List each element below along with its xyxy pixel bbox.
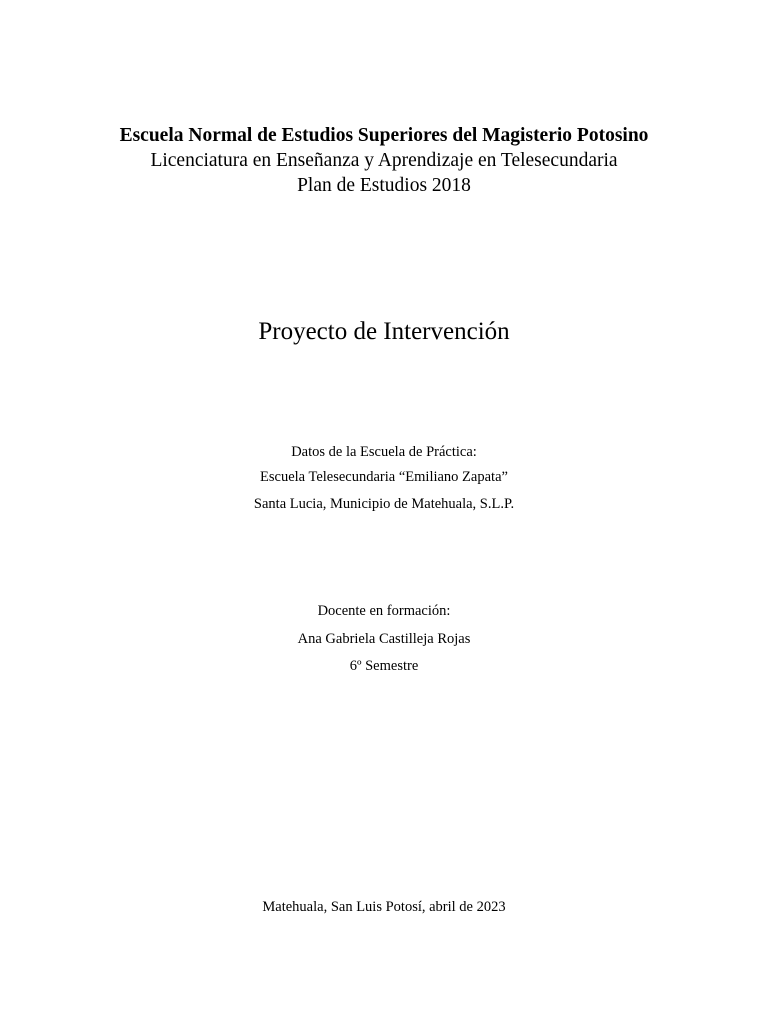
practice-school-name: Escuela Telesecundaria “Emiliano Zapata” xyxy=(260,469,508,485)
trainee-name: Ana Gabriela Castilleja Rojas xyxy=(297,631,471,647)
practice-school-heading: Datos de la Escuela de Práctica: xyxy=(291,444,477,460)
practice-school-location: Santa Lucia, Municipio de Matehuala, S.L.P. xyxy=(253,496,515,512)
document-title: Proyecto de Intervención xyxy=(258,318,510,345)
trainee-heading: Docente en formación: xyxy=(317,603,451,619)
program-name: Licenciatura en Enseñanza y Aprendizaje en Telesecundaria xyxy=(150,150,618,171)
institution-name: Escuela Normal de Estudios Superiores del Magisterio Potosino xyxy=(119,125,649,146)
place-and-date: Matehuala, San Luis Potosí, abril de 2023 xyxy=(262,899,506,915)
trainee-semester: 6º Semestre xyxy=(349,658,419,674)
study-plan: Plan de Estudios 2018 xyxy=(297,175,471,196)
